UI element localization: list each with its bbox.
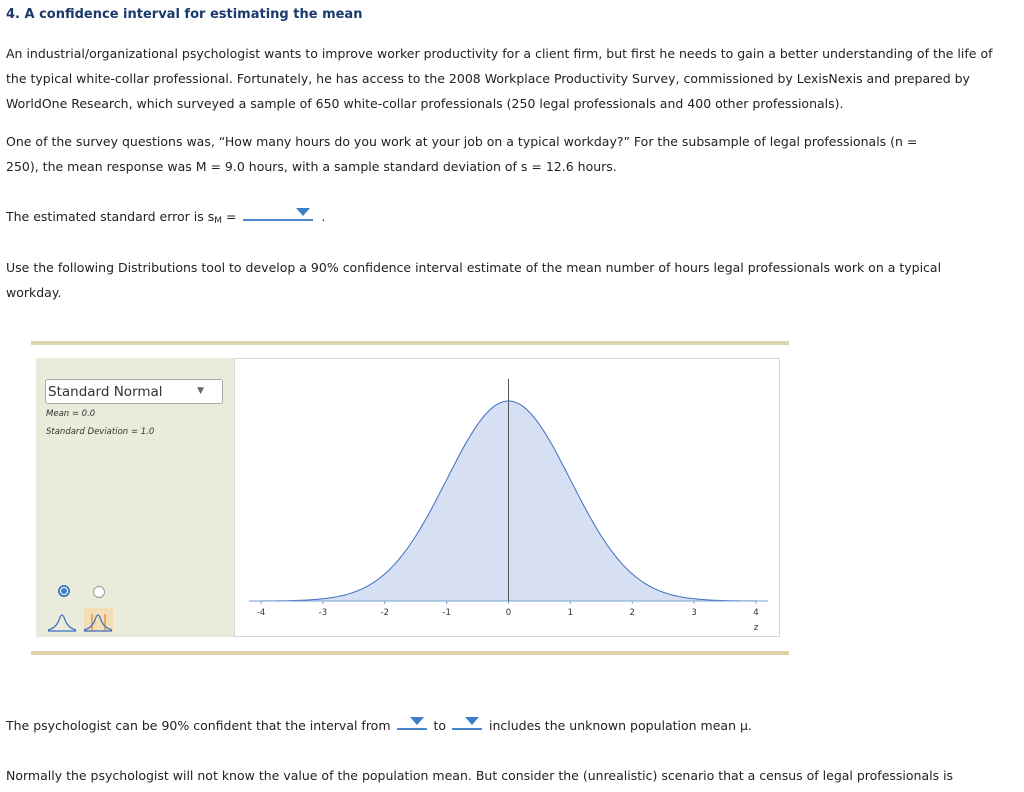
distribution-plot-area xyxy=(234,358,780,637)
ci-lower-dropdown[interactable] xyxy=(397,714,427,730)
x-tick-label: -4 xyxy=(256,608,266,618)
se-equals: = xyxy=(222,209,237,224)
standard-error-dropdown[interactable] xyxy=(243,205,313,221)
two-tail-radio[interactable] xyxy=(93,586,105,598)
normal-curve-chart xyxy=(235,359,779,636)
x-tick-label: -2 xyxy=(380,608,389,618)
x-tick-label: 0 xyxy=(505,608,512,618)
se-period: . xyxy=(321,209,326,224)
confidence-interval-line xyxy=(6,713,996,738)
question-title: 4. A confidence interval for estimating the mean xyxy=(6,7,363,22)
tail-mode-icons xyxy=(46,606,116,634)
sd-label: Standard Deviation = 1.0 xyxy=(46,427,155,437)
instructions-paragraph: Use the following Distributions tool to develop a 90% confidence interval estimate of the mean number of hours legal professionals work on a typical workday. xyxy=(6,260,942,300)
x-axis-label: z xyxy=(753,623,759,633)
intro-paragraph: An industrial/organizational psychologist wants to improve worker productivity for a client firm, but first he needs to gain a better understanding of the life of the typical white-collar professional. Fortunately, he has access to the 2008 Workplace Productivity Survey, commissioned by LexisNexis and prepared by WorldOne Research, which surveyed a sample of 650 white-collar professionals (250 legal professionals and 400 other professionals). xyxy=(6,46,993,111)
distribution-select-value: Standard Normal xyxy=(48,384,163,400)
tool-top-border xyxy=(31,341,789,345)
ci-prefix-text: The psychologist can be 90% confident that the interval from xyxy=(6,718,391,733)
mean-label: Mean = 0.0 xyxy=(46,409,96,419)
x-tick-label: 4 xyxy=(753,608,759,618)
ci-upper-dropdown[interactable] xyxy=(452,714,482,730)
se-prefix-text: The estimated standard error is s xyxy=(6,209,215,224)
ci-suffix-text: includes the unknown population mean μ. xyxy=(489,718,752,733)
x-tick-label: -1 xyxy=(442,608,451,618)
x-tick-label: -3 xyxy=(318,608,328,618)
ci-to-text: to xyxy=(433,718,447,733)
chevron-down-icon xyxy=(296,208,310,216)
two-tail-icon[interactable] xyxy=(84,608,113,632)
standard-error-line xyxy=(6,204,996,234)
se-subscript: M xyxy=(214,216,223,226)
survey-paragraph: One of the survey questions was, “How many hours do you work at your job on a typical workday?” For the subsample of legal professionals (n = 250), the mean response was M = 9.0 hours, with a sample standard deviation of s = 12.6 hours. xyxy=(6,134,918,174)
distribution-select[interactable] xyxy=(45,379,223,404)
chevron-down-icon: ▼ xyxy=(197,386,204,396)
one-tail-radio[interactable] xyxy=(58,585,70,597)
one-tail-icon[interactable] xyxy=(48,615,76,631)
x-tick-label: 2 xyxy=(629,608,635,618)
chevron-down-icon xyxy=(410,717,424,725)
x-tick-label: 3 xyxy=(691,608,697,618)
chevron-down-icon xyxy=(465,717,479,725)
census-paragraph: Normally the psychologist will not know the value of the population mean. But consider the (unrealistic) scenario that a census of legal professionals is xyxy=(6,768,954,783)
tool-bottom-border xyxy=(31,651,789,655)
x-tick-label: 1 xyxy=(567,608,574,618)
